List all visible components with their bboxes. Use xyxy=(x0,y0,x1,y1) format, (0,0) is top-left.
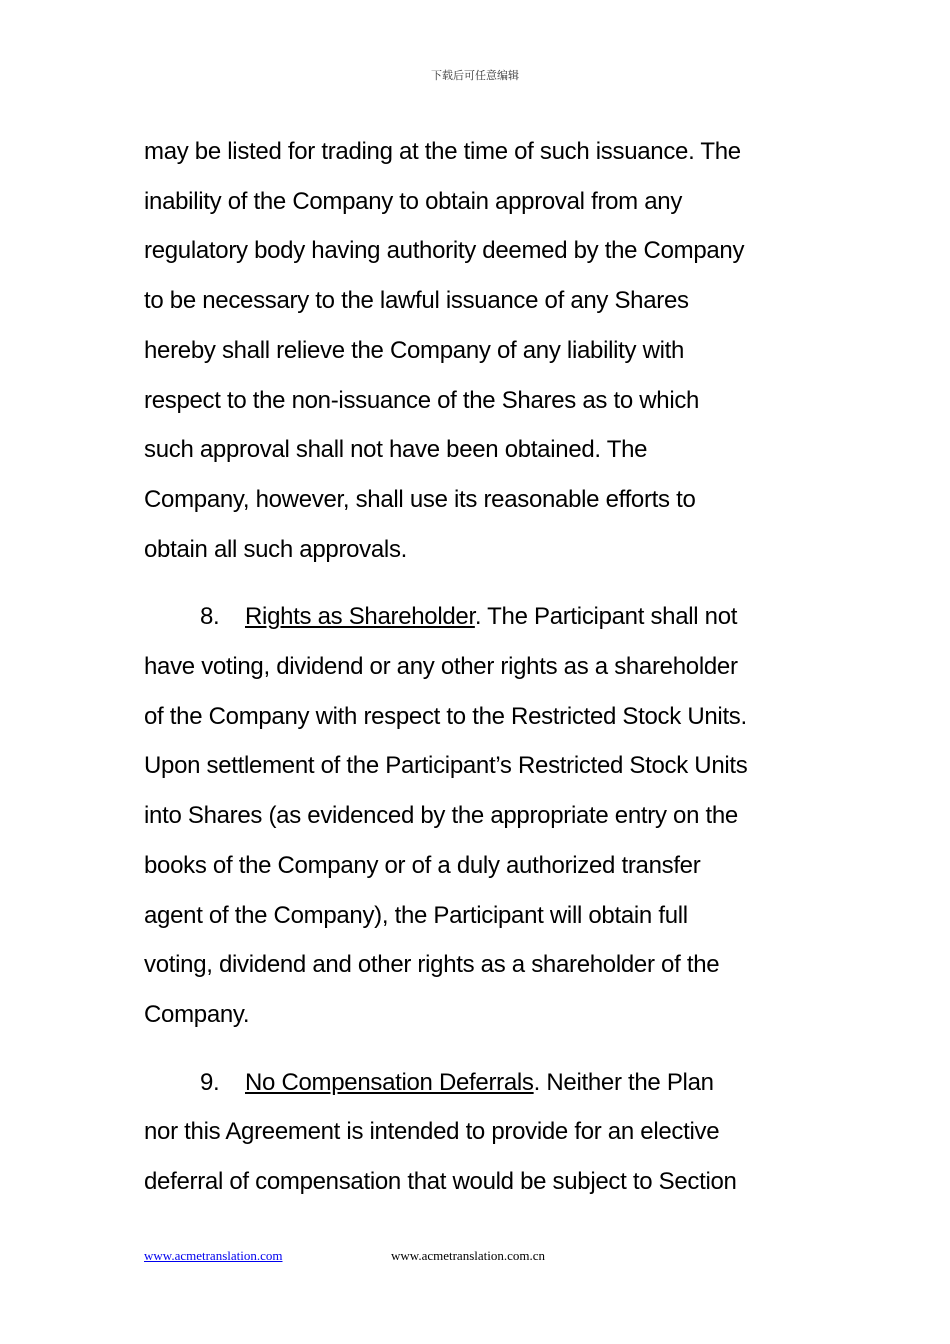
text-line: inability of the Company to obtain approval from any xyxy=(144,187,683,215)
text-fragment: . Neither the Plan xyxy=(533,1068,714,1096)
text-line: hereby shall relieve the Company of any liability with xyxy=(144,336,685,364)
section-9-first-line xyxy=(144,1058,814,1108)
text-line: such approval shall not have been obtained. The xyxy=(144,436,648,464)
header-note: 下载后可任意编辑 xyxy=(431,69,519,82)
text-line: books of the Company or of a duly authorized transfer xyxy=(144,851,701,879)
footer-website-text: www.acmetranslation.com.cn xyxy=(391,1248,546,1263)
text-line: voting, dividend and other rights as a shareholder of the xyxy=(144,951,720,979)
section-8 xyxy=(144,592,814,1039)
text-line: have voting, dividend or any other rights as a shareholder xyxy=(144,653,738,681)
text-line: to be necessary to the lawful issuance of any Shares xyxy=(144,287,689,315)
text-line: obtain all such approvals. xyxy=(144,535,408,563)
paragraph-continuation xyxy=(144,127,814,574)
text-fragment: . The Participant shall not xyxy=(474,603,738,631)
text-line: Company, however, shall use its reasonable efforts to xyxy=(144,485,696,513)
text-line: Company. xyxy=(144,1000,250,1028)
section-9 xyxy=(144,1058,814,1207)
section-number: 8. xyxy=(200,603,220,631)
text-line: respect to the non-issuance of the Shares as to which xyxy=(144,386,700,414)
text-line: of the Company with respect to the Restricted Stock Units. xyxy=(144,702,747,730)
text-line: deferral of compensation that would be subject to Section xyxy=(144,1168,737,1196)
document-body xyxy=(144,127,814,1207)
text-line: nor this Agreement is intended to provide for an elective xyxy=(144,1118,720,1146)
footer-website-link[interactable]: www.acmetranslation.com xyxy=(144,1248,283,1263)
text-line: into Shares (as evidenced by the appropriate entry on the xyxy=(144,802,738,830)
section-heading: No Compensation Deferrals xyxy=(245,1068,534,1096)
section-number: 9. xyxy=(200,1068,220,1096)
section-heading: Rights as Shareholder xyxy=(245,603,475,631)
text-line: may be listed for trading at the time of such issuance. The xyxy=(144,138,741,165)
text-line: Upon settlement of the Participant’s Restricted Stock Units xyxy=(144,752,748,780)
section-8-first-line xyxy=(144,592,814,642)
text-line: agent of the Company), the Participant will obtain full xyxy=(144,901,688,929)
text-line: regulatory body having authority deemed by the Company xyxy=(144,237,745,265)
